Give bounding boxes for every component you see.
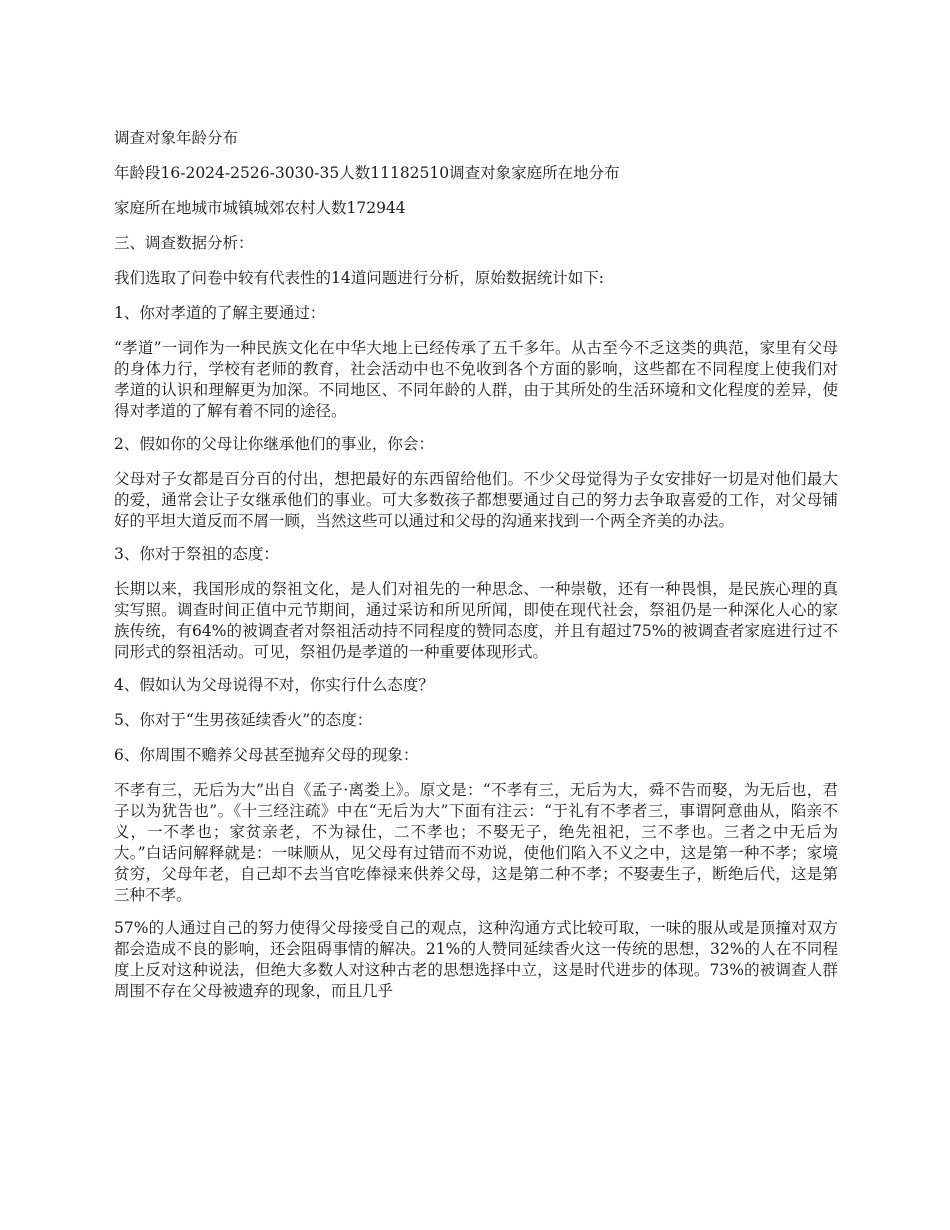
section-heading-analysis: 三、调查数据分析：: [114, 234, 254, 252]
location-data-line: 家庭所在地城市城镇城郊农村人数172944: [114, 199, 406, 217]
age-data-line: 年龄段16-2024-2526-3030-35人数11182510调查对象家庭所在地分布: [114, 164, 620, 182]
summary-paragraph: 57%的人通过自己的努力使得父母接受自己的观点，这种沟通方式比较可取，一味的服从或是顶撞对双方都会造成不良的影响，还会阻碍事情的解决。21%的人赞同延续香火这一传统的思想，32%的人在不同程度上反对这种说法，但绝大多数人对这种古老的思想选择中立，这是时代进步的体现。73%的被调查人群周围不存在父母被遗弃的现象，而且几乎: [114, 919, 838, 1000]
answer-2-paragraph: 父母对子女都是百分百的付出，想把最好的东西留给他们。不少父母觉得为子女安排好一切是对他们最大的爱，通常会让子女继承他们的事业。可大多数孩子都想要通过自己的努力去争取喜爱的工作，对父母铺好的平坦大道反而不屑一顾，当然这些可以通过和父母的沟通来找到一个两全齐美的办法。: [114, 470, 838, 530]
question-1: 1、你对孝道的了解主要通过：: [114, 304, 326, 322]
question-5: 5、你对于“生男孩延续香火”的态度：: [114, 711, 373, 729]
heading-age-distribution: 调查对象年龄分布: [114, 129, 239, 147]
mencius-paragraph: 不孝有三，无后为大”出自《孟子·离娄上》。原文是：“不孝有三，无后为大，舜不告而娶，为无后也，君子以为犹告也”。《十三经注疏》中在“无后为大”下面有注云：“于礼有不孝者三，事谓阿意曲从，陷亲不义，一不孝也；家贫亲老，不为禄仕，二不孝也；不娶无子，绝先祖祀，三不孝也。三者之中无后为大。”白话问解释就是：一味顺从，见父母有过错而不劝说，使他们陷入不义之中，这是第一种不孝；家境贫穷，父母年老，自己却不去当官吃俸禄来供养父母，这是第二种不孝；不娶妻生子，断绝后代，这是第三种不孝。: [114, 781, 838, 904]
question-4: 4、假如认为父母说得不对，你实行什么态度？: [114, 676, 434, 694]
question-3: 3、你对于祭祖的态度：: [114, 545, 279, 563]
document-body: [114, 128, 838, 1014]
answer-1-paragraph: “孝道”一词作为一种民族文化在中华大地上已经传承了五千多年。从古至今不乏这类的典范，家里有父母的身体力行，学校有老师的教育，社会活动中也不免收到各个方面的影响，这些都在不同程度上使我们对孝道的认识和理解更为加深。不同地区、不同年龄的人群，由于其所处的生活环境和文化程度的差异，使得对孝道的了解有着不同的途径。: [114, 339, 838, 420]
question-6: 6、你周围不赡养父母甚至抛弃父母的现象：: [114, 746, 419, 764]
intro-paragraph: 我们选取了问卷中较有代表性的14道问题进行分析，原始数据统计如下:: [114, 269, 604, 287]
answer-3-paragraph: 长期以来，我国形成的祭祖文化，是人们对祖先的一种思念、一种崇敬，还有一种畏惧，是民族心理的真实写照。调查时间正值中元节期间，通过采访和所见所闻，即使在现代社会，祭祖仍是一种深化人心的家族传统，有64%的被调查者对祭祖活动持不同程度的赞同态度，并且有超过75%的被调查者家庭进行过不同形式的祭祖活动。可见，祭祖仍是孝道的一种重要体现形式。: [114, 580, 838, 661]
question-2: 2、假如你的父母让你继承他们的事业，你会：: [114, 435, 434, 453]
